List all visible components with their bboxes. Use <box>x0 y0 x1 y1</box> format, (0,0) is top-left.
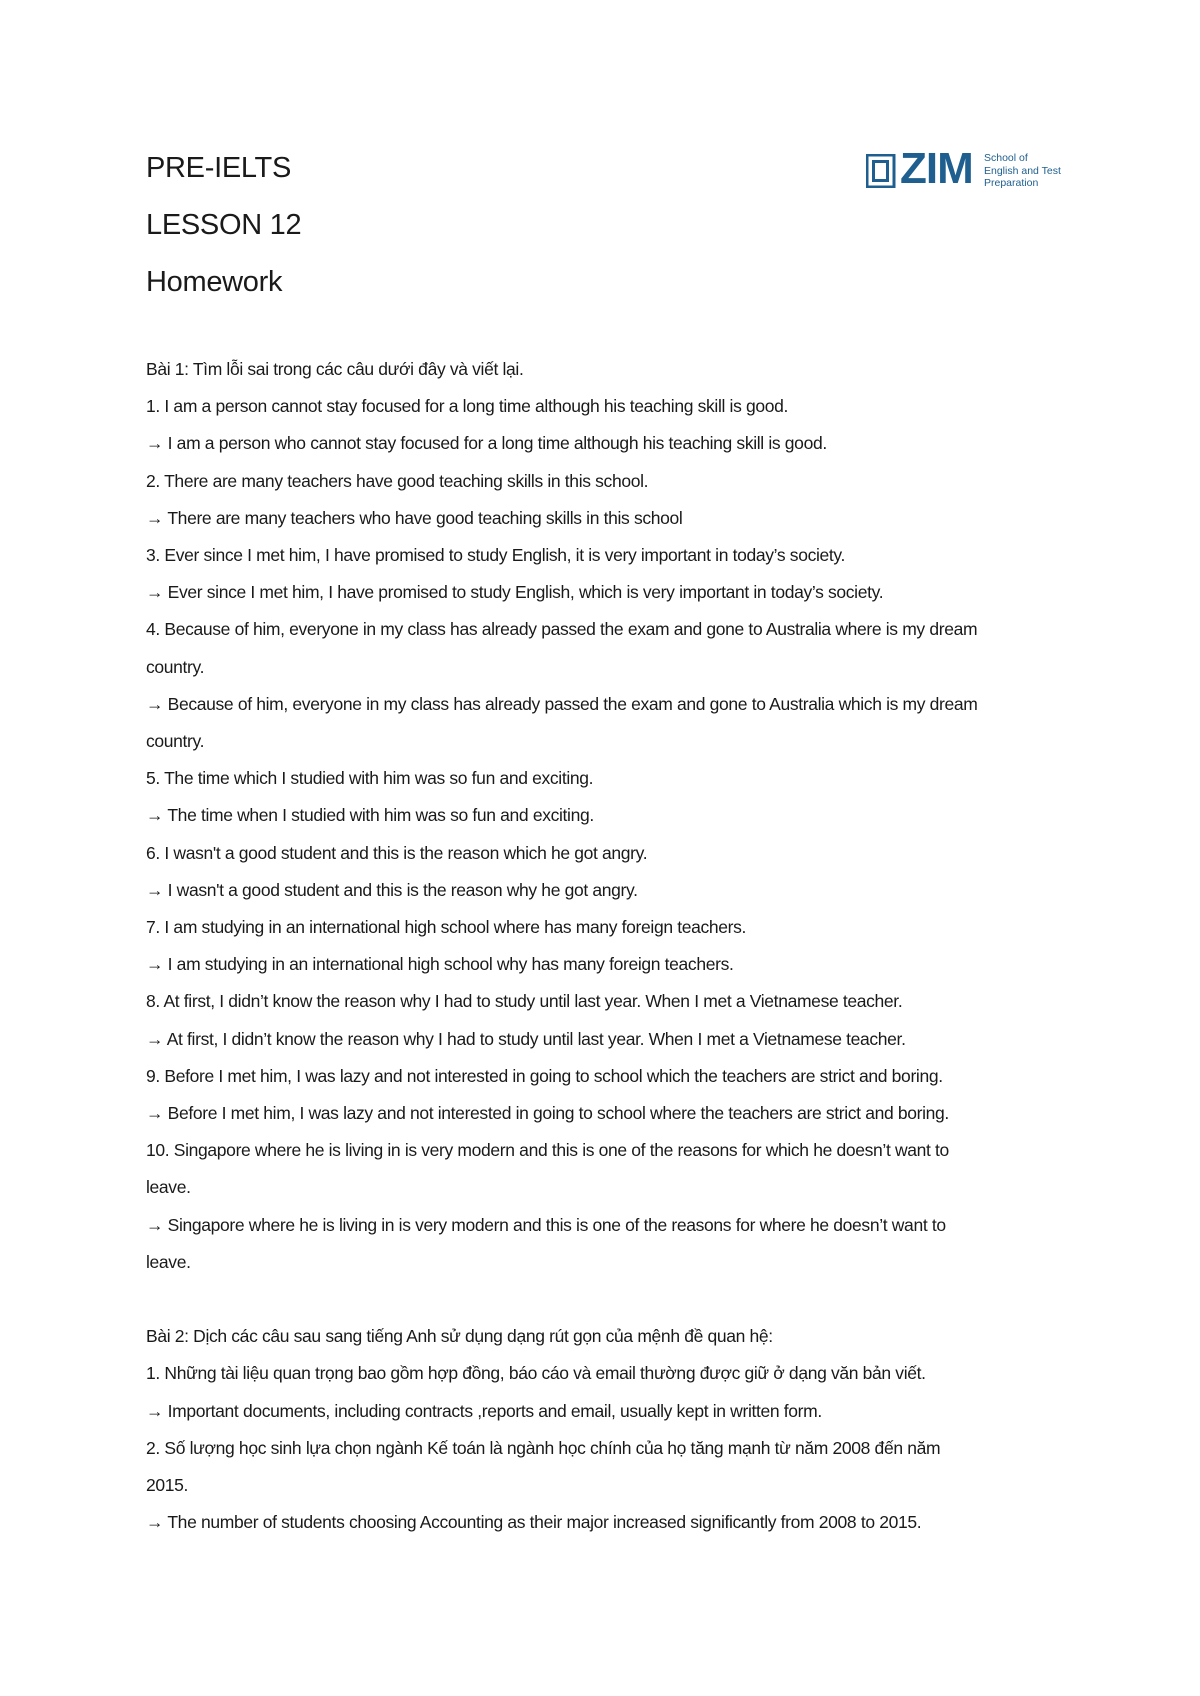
exercise-line: → I am a person who cannot stay focused for a long time although his teaching skill is good. <box>146 433 827 454</box>
exercise-line: 1. I am a person cannot stay focused for a long time although his teaching skill is good. <box>146 396 789 417</box>
logo-tagline-line: English and Test <box>984 164 1061 177</box>
exercise-line: → Ever since I met him, I have promised to study English, which is very important in today’s society. <box>146 582 884 603</box>
exercise-line: → At first, I didn’t know the reason why I had to study until last year. When I met a Vietnamese teacher. <box>146 1028 906 1049</box>
exercise-line: leave. <box>146 1177 191 1198</box>
exercise-2-title: Bài 2: Dịch các câu sau sang tiếng Anh sử dụng dạng rút gọn của mệnh đề quan hệ: <box>146 1326 773 1347</box>
document-body <box>146 351 1066 1541</box>
exercise-line: → The time when I studied with him was so fun and exciting. <box>146 805 594 826</box>
document-header <box>146 140 301 311</box>
exercise-line: 8. At first, I didn’t know the reason why I had to study until last year. When I met a Vietnamese teacher. <box>146 991 903 1012</box>
homework-title: Homework <box>146 266 283 298</box>
exercise-line: 7. I am studying in an international high school where has many foreign teachers. <box>146 917 747 938</box>
zim-logo <box>866 144 1076 196</box>
exercise-line: 9. Before I met him, I was lazy and not interested in going to school which the teachers are strict and boring. <box>146 1065 943 1086</box>
exercise-line: → I wasn't a good student and this is the reason why he got angry. <box>146 879 638 900</box>
exercise-line: 6. I wasn't a good student and this is the reason which he got angry. <box>146 842 648 863</box>
exercise-line: 2. There are many teachers have good teaching skills in this school. <box>146 470 649 491</box>
logo-wordmark: ZIM <box>900 144 973 193</box>
exercise-line: → Singapore where he is living in is very modern and this is one of the reasons for where he doesn’t want to <box>146 1214 946 1235</box>
book-logo-icon <box>866 154 896 188</box>
exercise-line: 4. Because of him, everyone in my class has already passed the exam and gone to Australia where is my dream <box>146 619 978 640</box>
exercise-1-title: Bài 1: Tìm lỗi sai trong các câu dưới đây và viết lại. <box>146 359 524 379</box>
exercise-line: → There are many teachers who have good teaching skills in this school <box>146 507 683 528</box>
logo-tagline-line: Preparation <box>984 177 1039 189</box>
course-title: PRE-IELTS <box>146 152 292 184</box>
exercise-line: 3. Ever since I met him, I have promised to study English, it is very important in today’s society. <box>146 545 846 566</box>
exercise-2-lines <box>146 1355 1066 1541</box>
section-spacer <box>146 1281 1066 1318</box>
exercise-line: 2. Số lượng học sinh lựa chọn ngành Kế toán là ngành học chính của họ tăng mạnh từ năm 2008 đến năm <box>146 1437 941 1458</box>
lesson-title: LESSON 12 <box>146 209 302 241</box>
logo-tagline <box>984 152 1076 190</box>
exercise-1-lines <box>146 388 1066 1281</box>
exercise-line: country. <box>146 656 205 677</box>
exercise-line: 1. Những tài liệu quan trọng bao gồm hợp đồng, báo cáo và email thường được giữ ở dạng văn bản viết. <box>146 1363 926 1384</box>
exercise-line: leave. <box>146 1251 191 1272</box>
logo-tagline-line: School of <box>984 152 1028 164</box>
exercise-line: → Important documents, including contracts ,reports and email, usually kept in written form. <box>146 1400 822 1421</box>
exercise-line: → I am studying in an international high school why has many foreign teachers. <box>146 954 734 975</box>
exercise-line: 10. Singapore where he is living in is very modern and this is one of the reasons for which he doesn’t want to <box>146 1140 949 1161</box>
exercise-line: 2015. <box>146 1475 189 1496</box>
exercise-line: country. <box>146 731 205 752</box>
exercise-line: 5. The time which I studied with him was so fun and exciting. <box>146 768 594 789</box>
exercise-line: → Before I met him, I was lazy and not interested in going to school where the teachers are strict and boring. <box>146 1103 949 1124</box>
exercise-line: → Because of him, everyone in my class has already passed the exam and gone to Australia which is my dream <box>146 693 978 714</box>
exercise-line: → The number of students choosing Accounting as their major increased significantly from 2008 to 2015. <box>146 1512 922 1533</box>
